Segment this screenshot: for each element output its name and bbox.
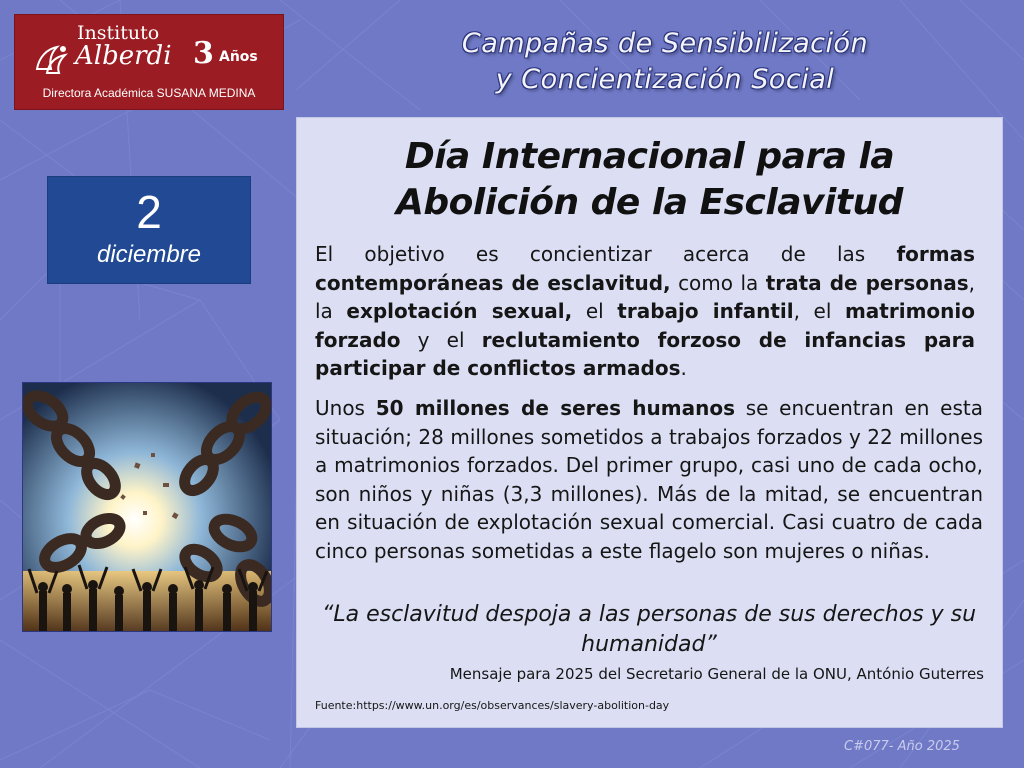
- campaign-heading-line2: y Concientización Social: [495, 64, 835, 95]
- date-badge: [47, 176, 251, 284]
- page-title: [297, 134, 1002, 226]
- content-panel: [296, 117, 1003, 728]
- bold-run: explotación sexual,: [346, 299, 573, 324]
- text-run: Unos: [315, 396, 376, 420]
- quote-line1: “La esclavitud despoja a las personas de sus derechos y su: [321, 602, 977, 627]
- objective-paragraph: [315, 240, 975, 383]
- statistics-paragraph: [315, 394, 983, 566]
- text-run: se encuentran en esta situación; 28 millones sometidos a trabajos forzados y 22 millones a matrimonios forzados. Del primer grupo, casi uno de cada ocho, son niños y niñas (3,3 millones). Más de la mitad, se encuentran en situación de explotación sexual comercial. Casi cuatro de cada cinco personas sometidas a este flagelo son mujeres o niñas.: [315, 396, 984, 563]
- campaign-heading: [400, 26, 930, 98]
- bold-run: trata de personas: [765, 270, 969, 295]
- logo-alberdi-text: Alberdi: [75, 41, 172, 71]
- campaign-code: C#077- Año 2025: [844, 739, 960, 754]
- text-run: , el: [793, 299, 845, 324]
- logo-years-word: Años: [219, 49, 258, 65]
- bold-run: reclutamiento forzoso de infancias para participar de conflictos armados: [315, 327, 976, 381]
- text-run: como la: [670, 270, 766, 295]
- broken-chains-image: [22, 382, 272, 632]
- institute-logo[interactable]: [14, 14, 284, 110]
- page-title-line1: Día Internacional para la: [404, 136, 895, 177]
- quote-line2: humanidad”: [581, 632, 717, 657]
- page-title-line2: Abolición de la Esclavitud: [396, 182, 903, 223]
- quote: [315, 600, 983, 660]
- bold-run: formas contemporáneas de esclavitud,: [315, 242, 975, 295]
- source-link[interactable]: Fuente:https://www.un.org/es/observances/slavery-abolition-day: [315, 699, 670, 712]
- campaign-heading-line1: Campañas de Sensibilización: [461, 28, 869, 59]
- bold-run: trabajo infantil: [617, 299, 794, 324]
- broken-chains-illustration: [23, 383, 271, 631]
- logo-instituto-text: Instituto: [77, 22, 160, 44]
- logo-years-number: 3: [193, 36, 214, 71]
- text-run: El objetivo es concientizar acerca de las: [315, 242, 897, 266]
- date-month: diciembre: [96, 241, 202, 268]
- date-day: 2: [136, 186, 162, 238]
- bold-run: 50 millones de seres humanos: [375, 396, 736, 420]
- text-run: y el: [400, 327, 482, 352]
- institute-emblem-icon: [33, 39, 73, 79]
- text-run: , la: [315, 270, 975, 324]
- text-run: .: [680, 356, 687, 381]
- director-label: Directora Académica SUSANA MEDINA: [42, 86, 256, 100]
- text-run: el: [572, 299, 618, 324]
- quote-attribution: Mensaje para 2025 del Secretario General de la ONU, António Guterres: [449, 665, 984, 683]
- bold-run: matrimonio forzado: [315, 299, 975, 352]
